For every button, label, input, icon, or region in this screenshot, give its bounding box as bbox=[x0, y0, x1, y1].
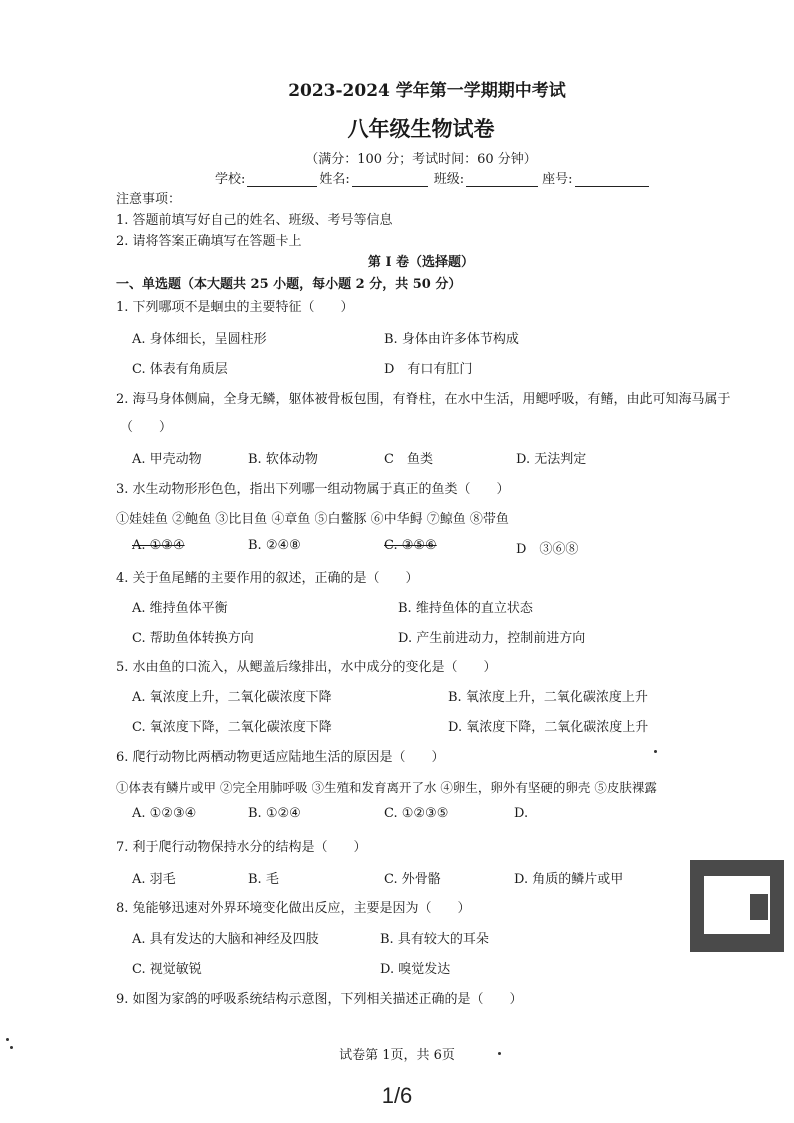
option-b[interactable]: B. 氧浓度上升，二氧化碳浓度上升 bbox=[448, 690, 648, 705]
option-b[interactable]: B. 毛 bbox=[248, 872, 279, 887]
option-a[interactable]: A. 羽毛 bbox=[132, 872, 176, 887]
section-title: 一、单选题（本大题共 25 小题，每小题 2 分，共 50 分） bbox=[116, 277, 462, 292]
question-stem: 1. 下列哪项不是蛔虫的主要特征（ ） bbox=[116, 300, 354, 315]
option-d[interactable]: D. 氧浓度下降，二氧化碳浓度上升 bbox=[448, 720, 649, 735]
question-stem: 4. 关于鱼尾鳍的主要作用的叙述，正确的是（ ） bbox=[116, 571, 419, 586]
class-label: 班级: bbox=[433, 172, 465, 187]
option-a[interactable]: A. ①②③④ bbox=[132, 806, 197, 821]
option-a[interactable]: A. 具有发达的大脑和神经及四肢 bbox=[132, 932, 319, 947]
option-b[interactable]: B. ①②④ bbox=[248, 806, 301, 821]
question-stem: 8. 兔能够迅速对外界环境变化做出反应，主要是因为（ ） bbox=[116, 901, 471, 916]
option-a[interactable]: A. 身体细长，呈圆柱形 bbox=[132, 332, 267, 347]
option-c[interactable]: C. 视觉敏锐 bbox=[132, 962, 202, 977]
option-b[interactable]: B. 软体动物 bbox=[248, 452, 318, 467]
seat-label: 座号: bbox=[542, 172, 573, 187]
question-stem: 7. 利于爬行动物保持水分的结构是（ ） bbox=[116, 840, 367, 855]
score-line: （满分：100 分；考试时间：60 分钟） bbox=[305, 152, 537, 167]
option-d[interactable]: D. 角质的鳞片或甲 bbox=[514, 872, 624, 887]
option-a[interactable]: A. 氧浓度上升，二氧化碳浓度下降 bbox=[132, 690, 332, 705]
option-b[interactable]: B. 身体由许多体节构成 bbox=[384, 332, 519, 347]
question-stem: 6. 爬行动物比两栖动物更适应陆地生活的原因是（ ） bbox=[116, 750, 445, 765]
name-blank[interactable] bbox=[352, 174, 428, 187]
page-indicator: 1/6 bbox=[381, 1083, 413, 1108]
note-item: 1. 答题前填写好自己的姓名、班级、考号等信息 bbox=[116, 213, 393, 228]
option-b[interactable]: B. 维持鱼体的直立状态 bbox=[398, 601, 533, 616]
scan-artifact bbox=[690, 860, 784, 952]
class-blank[interactable] bbox=[466, 174, 538, 187]
page-footer: 试卷第 1页，共 6页 bbox=[339, 1048, 455, 1063]
option-a[interactable]: A. 维持鱼体平衡 bbox=[132, 601, 228, 616]
question-stem: 2. 海马身体侧扁，全身无鳞，躯体被骨板包围，有脊柱，在水中生活，用鳃呼吸，有鳍，由此可知海马属于 bbox=[116, 392, 731, 407]
option-c[interactable]: C. 氧浓度下降，二氧化碳浓度下降 bbox=[132, 720, 332, 735]
notes-heading: 注意事项： bbox=[116, 192, 182, 207]
option-a[interactable]: A. 甲壳动物 bbox=[132, 452, 202, 467]
name-label: 姓名: bbox=[319, 172, 350, 187]
option-d[interactable]: D ③⑥⑧ bbox=[516, 542, 579, 557]
option-b[interactable]: B. 具有较大的耳朵 bbox=[380, 932, 489, 947]
option-c[interactable]: C. 帮助鱼体转换方向 bbox=[132, 631, 254, 646]
answer-bracket: （ ） bbox=[120, 420, 173, 435]
school-label: 学校: bbox=[215, 172, 246, 187]
item-list: ①体表有鳞片或甲 ②完全用肺呼吸 ③生殖和发育离开了水 ④卵生，卵外有坚硬的卵壳 ⑤皮肤裸露 bbox=[116, 780, 657, 795]
option-c[interactable]: C. 外骨骼 bbox=[384, 872, 441, 887]
option-b[interactable]: B. ②④⑧ bbox=[248, 538, 301, 553]
question-stem: 5. 水由鱼的口流入，从鳃盖后缘排出，水中成分的变化是（ ） bbox=[116, 660, 497, 675]
option-d[interactable]: D. 嗅觉发达 bbox=[380, 962, 451, 977]
option-c[interactable]: C. ③⑤⑥ bbox=[384, 538, 437, 553]
part-title: 第 I 卷（选择题） bbox=[367, 255, 475, 270]
exam-title: 2023-2024 学年第一学期期中考试 bbox=[288, 81, 566, 101]
paper-title: 八年级生物试卷 bbox=[347, 116, 495, 141]
option-c[interactable]: C. ①②③⑤ bbox=[384, 806, 449, 821]
option-d[interactable]: D. 无法判定 bbox=[516, 452, 587, 467]
option-d[interactable]: D 有口有肛门 bbox=[384, 362, 473, 377]
item-list: ①娃娃鱼 ②鲍鱼 ③比目鱼 ④章鱼 ⑤白鳖豚 ⑥中华鲟 ⑦鲸鱼 ⑧带鱼 bbox=[116, 512, 509, 527]
option-d[interactable]: D. 产生前进动力，控制前进方向 bbox=[398, 631, 586, 646]
option-a[interactable]: A. ①③④ bbox=[132, 538, 185, 553]
question-stem: 3. 水生动物形形色色，指出下列哪一组动物属于真正的鱼类（ ） bbox=[116, 482, 510, 497]
note-item: 2. 请将答案正确填写在答题卡上 bbox=[116, 234, 302, 249]
question-stem: 9. 如图为家鸽的呼吸系统结构示意图，下列相关描述正确的是（ ） bbox=[116, 992, 523, 1007]
scan-speck bbox=[654, 750, 657, 753]
option-d[interactable]: D. bbox=[514, 806, 529, 821]
school-blank[interactable] bbox=[247, 174, 317, 187]
scan-speck bbox=[6, 1038, 9, 1041]
seat-blank[interactable] bbox=[575, 174, 649, 187]
option-c[interactable]: C. 体表有角质层 bbox=[132, 362, 228, 377]
option-c[interactable]: C 鱼类 bbox=[384, 452, 433, 467]
student-info-row bbox=[215, 168, 651, 187]
